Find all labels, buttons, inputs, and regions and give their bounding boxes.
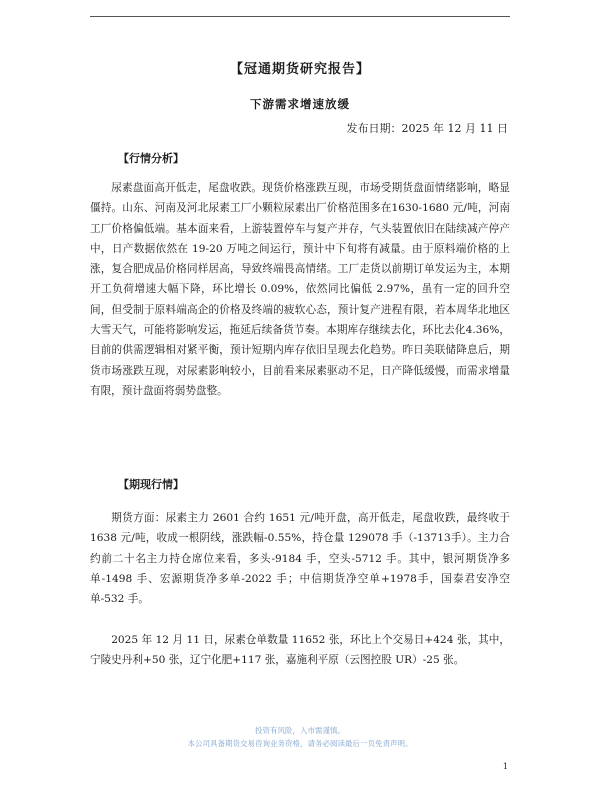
section-heading-market-analysis: 【行情分析】 — [118, 152, 184, 165]
risk-disclaimer: 投资有风险，入市需谨慎。 — [255, 726, 345, 735]
futures-paragraph: 期货方面：尿素主力 2601 合约 1651 元/吨开盘，高开低走，尾盘收跌，最终收于 1638 元/吨，收成一根阴线，涨跌幅-0.55%，持仓量 129078 手（-13713手）。主力合约前二十名主力持仓席位来看，多头-9184 手，空头-5712 手。其中，银河期货净多单-1498 手、宏源期货净多单-2022 手；中信期货净空单+1978手，国泰君安净空单-532 手。 — [90, 512, 510, 606]
page-number: 1 — [502, 762, 508, 771]
header-rule — [90, 16, 510, 17]
market-analysis-paragraph: 尿素盘面高开低走，尾盘收跌。现货价格涨跌互现，市场受期货盘面情绪影响，略显僵持。山东、河南及河北尿素工厂小颗粒尿素出厂价格范围多在1630-1680 元/吨，河南工厂价格偏低端。基本面来看，上游装置停车与复产并存，气头装置依旧在陆续减产停产中，日产数据依然在 19-20 万吨之间运行，预计中下旬将有减量。由于原料端价格的上涨，复合肥成品价格同样居高，导致终端畏高情绪。工厂走货以前期订单发运为主，本期开工负荷增速大幅下降，环比增长 0.09%，依然同比偏低 2.97%，虽有一定的回升空间，但受制于原料端高企的价格及终端的疲软心态，预计复产进程有限，若本周华北地区大雪天气，可能将影响发运，拖延后续备货节奏。本期库存继续去化，环比去化4.36%，目前的供需逻辑相对紧平衡，预计短期内库存依旧呈现去化趋势。昨日美联储降息后，期货市场涨跌互现，对尿素影响较小，目前看来尿素驱动不足，日产降低缓慢，而需求增量有限，预计盘面将弱势盘整。 — [90, 182, 510, 397]
report-subtitle: 下游需求增速放缓 — [250, 97, 350, 111]
qualification-disclaimer: 本公司具备期货交易咨询业务资格，请务必阅读最后一页免责声明。 — [187, 739, 413, 748]
section-heading-futures-spot: 【期现行情】 — [118, 478, 184, 491]
warehouse-receipt-paragraph: 2025 年 12 月 11 日，尿素仓单数量 11652 张，环比上个交易日+424 张，其中，宁陵史丹利+50 张，辽宁化肥+117 张，嘉施利平原（云图控股 UR）-25 张。 — [90, 634, 510, 667]
publish-date: 发布日期：2025 年 12 月 11 日 — [346, 122, 508, 135]
report-title: 【冠通期货研究报告】 — [229, 62, 370, 77]
